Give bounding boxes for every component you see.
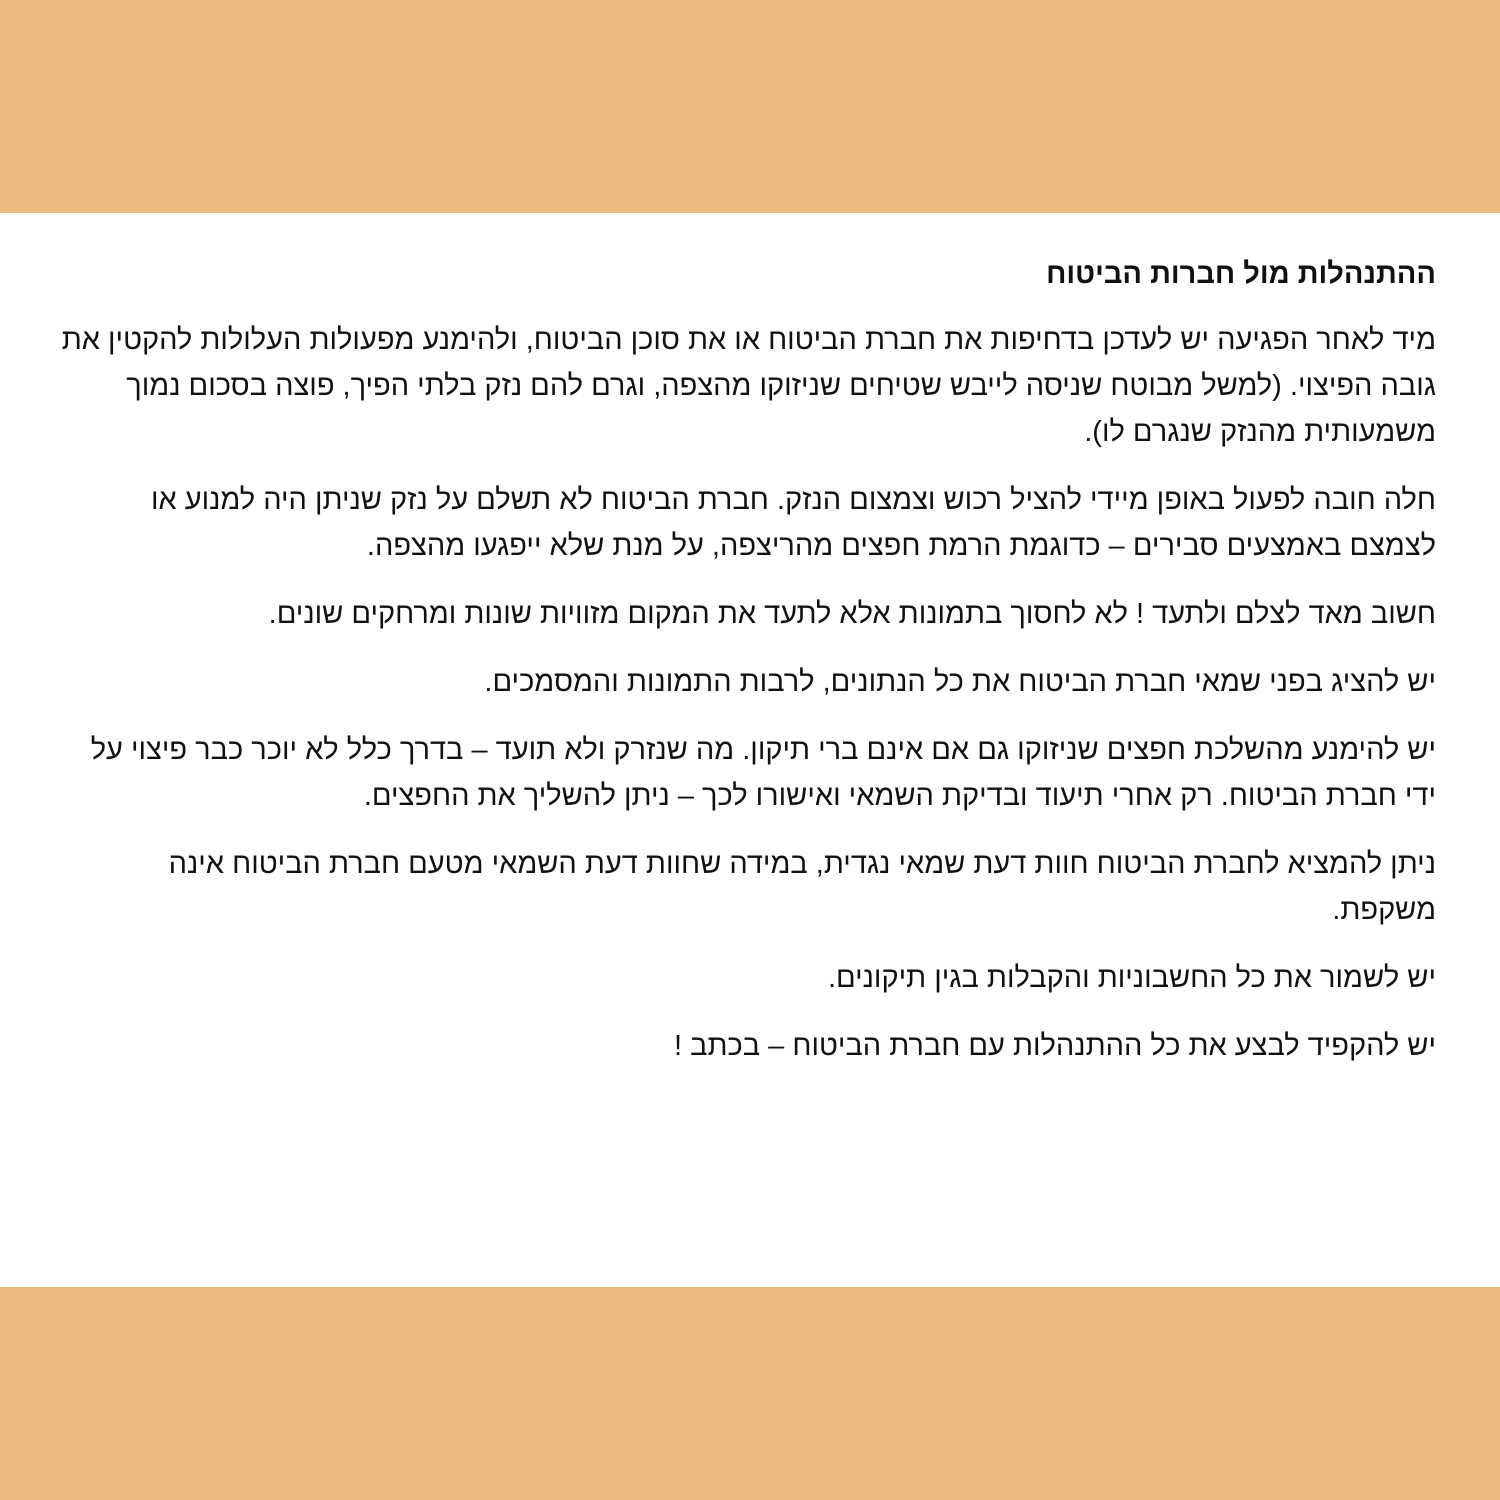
paragraph-do-not-discard: יש להימנע מהשלכת חפצים שניזוקו גם אם אינם ברי תיקון. מה שנזרק ולא תועד – בדרך כלל לא יוכר כבר פיצוי על ידי חברת הביטוח. רק אחרי תיעוד ובדיקת השמאי ואישורו לכך – ניתן להשליך את החפצים.: [90, 734, 1436, 812]
bottom-border-band: [0, 1287, 1500, 1500]
paragraph-present-to-assessor: יש להציג בפני שמאי חברת הביטוח את כל הנתונים, לרבות התמונות והמסמכים.: [484, 666, 1436, 698]
paragraph-counter-assessment: ניתן להמציא לחברת הביטוח חוות דעת שמאי נגדית, במידה שחוות דעת השמאי מטעם חברת הביטוח אינה משקפת.: [168, 848, 1436, 926]
document-title: ההתנהלות מול חברות הביטוח: [1046, 258, 1436, 290]
paragraph-in-writing: יש להקפיד לבצע את כל ההתנהלות עם חברת הביטוח – בכתב !: [674, 1030, 1436, 1062]
paragraph-mitigate-damage: חלה חובה לפעול באופן מיידי להציל רכוש וצמצום הנזק. חברת הביטוח לא תשלם על נזק שניתן היה למנוע או לצמצם באמצעים סבירים – כדוגמת הרמת חפצים מהריצפה, על מנת שלא ייפגעו מהצפה.: [150, 484, 1436, 562]
paragraph-photograph-document: חשוב מאד לצלם ולתעד ! לא לחסוך בתמונות אלא לתעד את המקום מזוויות שונות ומרחקים שונים.: [268, 598, 1436, 630]
document-page: [0, 213, 1500, 1287]
top-border-band: [0, 0, 1500, 213]
paragraph-report-immediately: מיד לאחר הפגיעה יש לעדכן בדחיפות את חברת הביטוח או את סוכן הביטוח, ולהימנע מפעולות העלולות להקטין את גובה הפיצוי. (למשל מבוטח שניסה לייבש שטיחים שניזוקו מהצפה, וגרם להם נזק בלתי הפיך, פוצה בסכום נמוך משמעותית מהנזק שנגרם לו).: [61, 324, 1436, 448]
document-content: [60, 251, 1436, 1091]
paragraph-keep-receipts: יש לשמור את כל החשבוניות והקבלות בגין תיקונים.: [827, 962, 1436, 994]
